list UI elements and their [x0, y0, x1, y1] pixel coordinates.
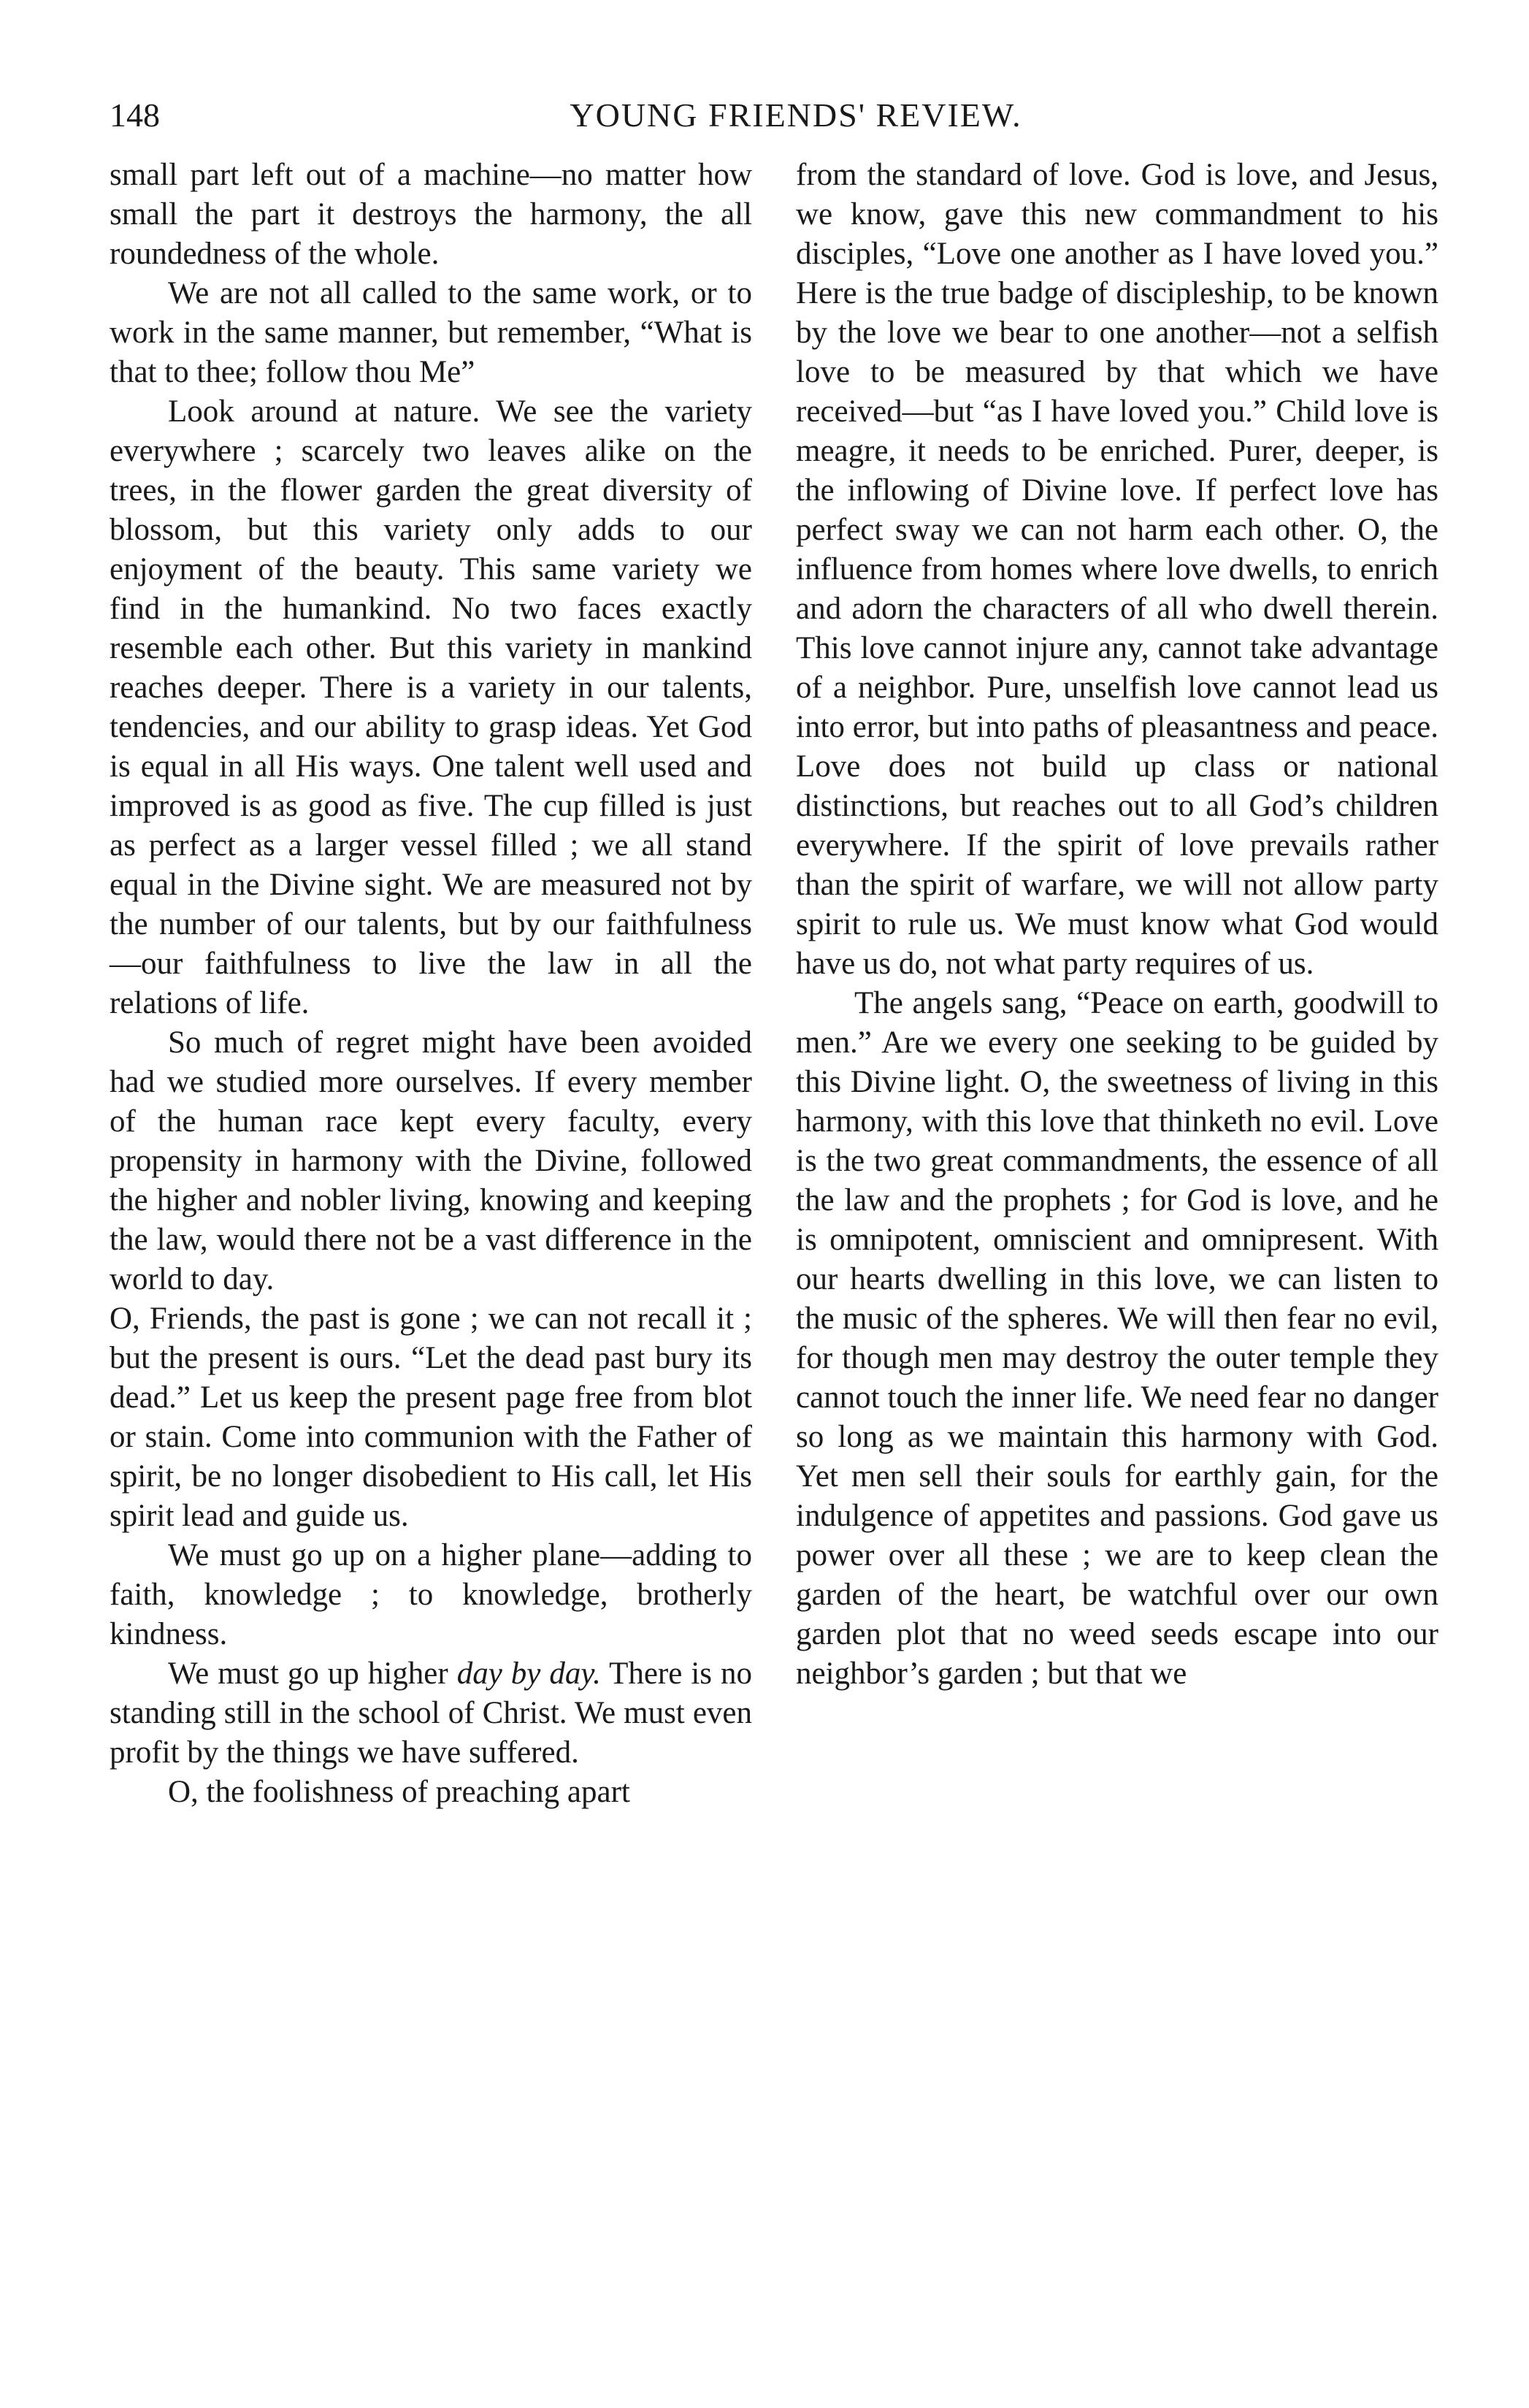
paragraph: from the standard of love. God is love, and Jesus, we know, gave this new commandment to his disciples, “Love one another as I have loved you.” Here is the true badge of discipleship, to be known by the love we bear to one another—not a selfish love to be measured by that which we have received—but “as I have loved you.” Child love is meagre, it needs to be enriched. Purer, deeper, is the inflowing of Divine love. If perfect love has perfect sway we can not harm each other. O, the influence from homes where love dwells, to enrich and adorn the characters of all who dwell therein. This love cannot injure any, cannot take advantage of a neighbor. Pure, unselfish love cannot lead us into error, but into paths of pleasantness and peace. Love does not build up class or national distinctions, but reaches out to all God’s children everywhere. If the spirit of love prevails rather than the spirit of warfare, we will not allow party spirit to rule us. We must know what God would have us do, not what party requires of us. [796, 158, 1438, 981]
left-column [110, 156, 752, 1812]
paragraph: small part left out of a machine—no matter how small the part it destroys the harmony, the all roundedness of the whole. [110, 158, 752, 271]
paragraph-text: We must go up higher [168, 1656, 448, 1691]
paragraph: Look around at nature. We see the variety everywhere ; scarcely two leaves alike on the trees, in the flower garden the great diversity of blossom, but this variety only adds to our enjoyment of the beauty. This same variety we find in the humankind. No two faces exactly resemble each other. But this variety in mankind reaches deeper. There is a variety in our talents, tendencies, and our ability to grasp ideas. Yet God is equal in all His ways. One talent well used and improved is as good as five. The cup filled is just as perfect as a larger vessel filled ; we all stand equal in the Divine sight. We are measured not by the number of our talents, but by our faithfulness—our faithfulness to live the law in all the relations of life. [110, 394, 752, 1020]
italic-phrase: day by day. [456, 1656, 601, 1691]
paragraph-day-by-day [110, 1654, 752, 1773]
paragraph: We must go up on a higher plane—adding to faith, knowledge ; to knowledge, brotherly kindness. [110, 1538, 752, 1651]
paragraph: We are not all called to the same work, or to work in the same manner, but remember, “What is that to thee; follow thou Me” [110, 276, 752, 389]
right-column [796, 156, 1438, 1694]
paragraph: So much of regret might have been avoided had we studied more ourselves. If every member of the human race kept every faculty, every propensity in harmony with the Divine, followed the higher and nobler living, knowing and keeping the law, would there not be a vast difference in the world to day. [110, 1025, 752, 1296]
paragraph: The angels sang, “Peace on earth, goodwill to men.” Are we every one seeking to be guided by this Divine light. O, the sweetness of living in this harmony, with this love that thinketh no evil. Love is the two great commandments, the essence of all the law and the prophets ; for God is love, and he is omnipotent, omniscient and omnipresent. With our hearts dwelling in this love, we can listen to the music of the spheres. We will then fear no evil, for though men may destroy the outer temple they cannot touch the inner life. We need fear no danger so long as we maintain this harmony with God. Yet men sell their souls for earthly gain, for the indulgence of appetites and passions. God gave us power over all these ; we are to keep clean the garden of the heart, be watchful over our own garden plot that no weed seeds escape into our neighbor’s garden ; but that we [796, 986, 1438, 1691]
paragraph-text: There is no standing still in the school of Christ. We must even profit by the things we have suffered. [110, 1656, 752, 1770]
paragraph: O, Friends, the past is gone ; we can not recall it ; but the present is ours. “Let the dead past bury its dead.” Let us keep the present page free from blot or stain. Come into communion with the Father of spirit, be no longer disobedient to His call, let His spirit lead and guide us. [110, 1302, 752, 1533]
page-header [110, 93, 1482, 145]
paragraph: O, the foolishness of preaching apart [168, 1775, 630, 1809]
page-number: 148 [110, 96, 160, 134]
running-title: YOUNG FRIENDS' REVIEW. [570, 96, 1022, 134]
